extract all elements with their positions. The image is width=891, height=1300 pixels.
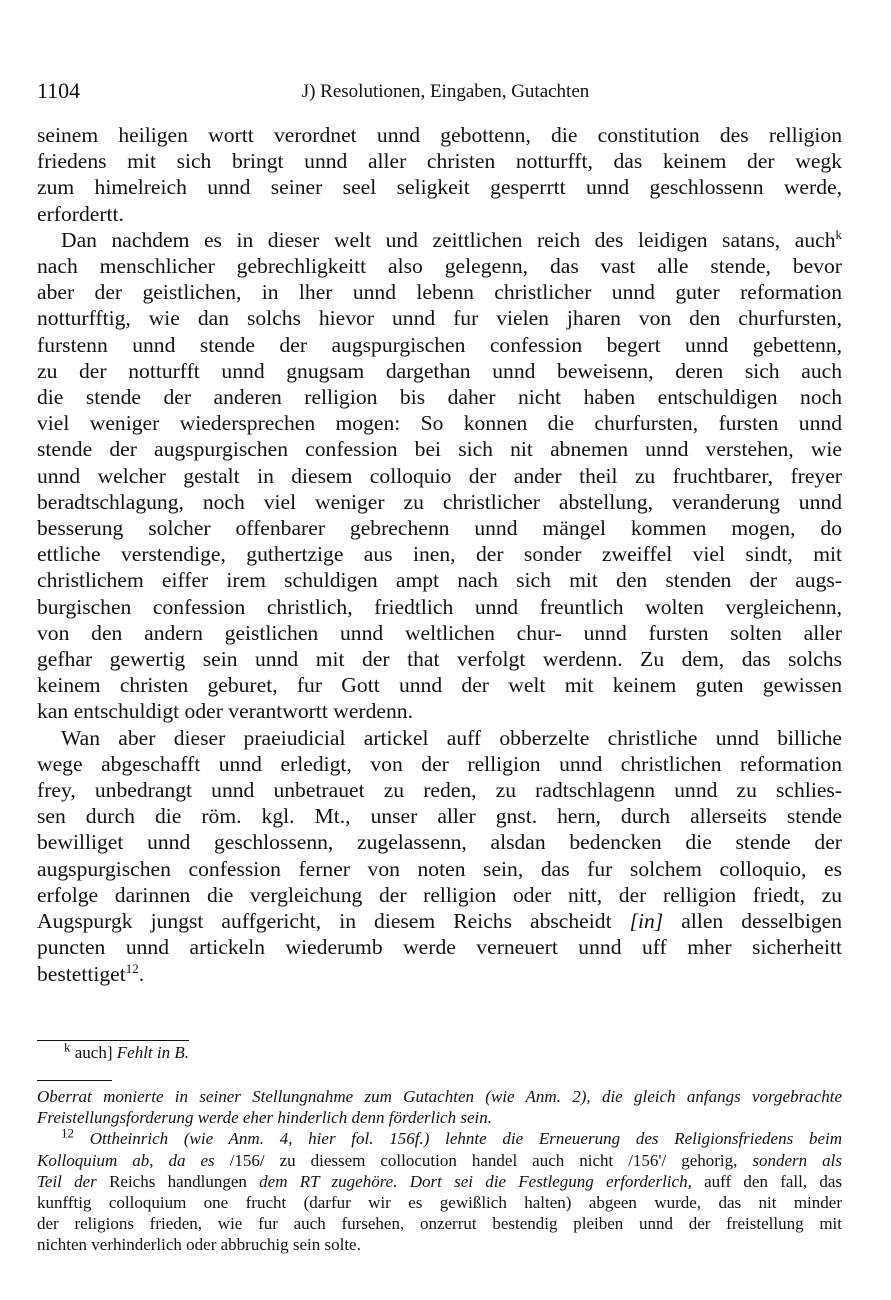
text-segment: augspurgischen confession ferner von noten sein, das fur solchem colloquio, es: [37, 856, 842, 881]
text-segment: zu der notturfft unnd gnugsam dargethan unnd beweisenn, deren sich auch: [37, 358, 842, 383]
text-segment: nichten verhinderlich oder abbruchig sein solte.: [37, 1235, 361, 1255]
text-segment: die stende der anderen relligion bis daher nicht haben entschuldigen noch: [37, 385, 842, 410]
text-line: [37, 305, 842, 331]
text-segment: dem RT zugehöre. Dort sei die Festlegung erforderlich,: [259, 1171, 692, 1191]
text-line: [37, 646, 842, 672]
text-line: [37, 961, 842, 987]
apparatus-note: [64, 1039, 189, 1063]
text-segment: seinem heiligen wortt verordnet unnd gebottenn, die constitution des relligion: [37, 123, 842, 147]
text-segment: frey, unbedrangt unnd unbetrauet zu reden, zu radtschlagenn unnd zu schlies-: [37, 778, 842, 803]
text-segment: Oberrat monierte in seiner Stellungnahme zum Gutachten (wie Anm. 2), die gleich anfangs vorgebrachte: [37, 1087, 842, 1106]
text-line: [37, 515, 842, 541]
text-line: [37, 829, 842, 855]
footnote-marker: k: [835, 226, 842, 242]
text-line: [37, 751, 842, 777]
text-line: [37, 567, 842, 593]
text-segment: sondern als: [752, 1150, 842, 1170]
text-line: [37, 672, 842, 698]
text-line: [37, 253, 842, 279]
text-segment: unnd welcher gestalt in diesem colloquio der ander theil zu fruchtbarer, freyer: [37, 463, 842, 488]
text-segment: allen desselbigen: [663, 909, 842, 934]
footnote-marker: 12: [125, 960, 139, 976]
text-line: [37, 201, 842, 227]
text-segment: kunfftig colloquium one frucht (darfur wir es gewißlich halten) abgeen wurde, das nit minder: [37, 1193, 842, 1213]
text-segment: [in]: [629, 909, 664, 934]
footnote-line: [37, 1125, 842, 1149]
footnote-line: [37, 1086, 842, 1107]
text-line: [37, 174, 842, 200]
apparatus-marker: k: [64, 1039, 71, 1055]
text-segment: Teil der: [37, 1171, 97, 1191]
text-line: [37, 882, 842, 908]
footnote-line: [37, 1171, 842, 1192]
text-segment: .: [138, 961, 145, 986]
text-segment: christlichem eiffer irem schuldigen ampt nach sich mit den stenden der augs-: [37, 568, 842, 593]
text-line: [37, 934, 842, 960]
text-segment: bestettiget: [37, 961, 126, 986]
apparatus-text: Fehlt in B.: [112, 1043, 189, 1062]
text-segment: viel weniger wiedersprechen mogen: So konnen die churfursten, fursten unnd: [37, 411, 842, 436]
text-segment: beradtschlagung, noch viel weniger zu christlicher abstellung, veranderung unnd: [37, 489, 842, 514]
text-segment: ettliche verstendige, guthertzige aus inen, der sonder zweiffel viel sindt, mit: [37, 542, 842, 567]
text-segment: erfordertt.: [37, 201, 124, 226]
text-line: [37, 148, 842, 174]
text-line: [37, 436, 842, 462]
footnote-line: [37, 1192, 842, 1213]
footnote-marker: 12: [61, 1125, 74, 1141]
text-line: [37, 358, 842, 384]
text-line: [37, 463, 842, 489]
text-segment: kan entschuldigt oder verantwortt werdenn.: [37, 699, 413, 724]
text-line: [37, 410, 842, 436]
text-line: [37, 279, 842, 305]
text-segment: burgischen confession christlich, friedtlich unnd freuntlich wolten vergleichenn,: [37, 594, 842, 619]
text-segment: besserung solcher offenbarer gebrechenn unnd mängel kommen mogen, do: [37, 516, 842, 541]
text-segment: Freistellungsforderung werde eher hinderlich denn förderlich sein.: [37, 1108, 492, 1128]
footnote-line: [37, 1213, 842, 1234]
text-segment: aber der geistlichen, in lher unnd lebenn christlicher unnd guter reformation: [37, 280, 842, 305]
text-segment: Reichs handlungen: [96, 1171, 260, 1191]
text-segment: furstenn unnd stende der augspurgischen confession begert unnd gebettenn,: [37, 332, 842, 357]
page-number: 1104: [37, 78, 81, 103]
text-line: [37, 698, 842, 724]
footnote-rule: [37, 1080, 112, 1081]
text-segment: wege abgeschafft unnd erledigt, von der relligion unnd christlichen reformation: [37, 751, 842, 776]
text-line: [37, 803, 842, 829]
text-segment: Wan aber dieser praeiudicial artickel auff obberzelte christliche unnd billiche: [61, 725, 842, 750]
text-segment: von den andern geistlichen unnd weltlichen chur- unnd fursten solten aller: [37, 620, 842, 645]
text-segment: Augspurgk jungst auffgericht, in diesem Reichs abscheidt: [37, 909, 630, 934]
text-segment: zum himelreich unnd seiner seel seligkeit gesperrtt unnd geschlossenn werde,: [37, 175, 842, 200]
text-segment: bewilliget unnd geschlossenn, zugelassenn, alsdan bedencken die stende der: [37, 830, 842, 855]
text-line: [37, 856, 842, 882]
text-line: [37, 332, 842, 358]
text-segment: gefhar gewertig sein unnd mit der that verfolgt werdenn. Zu dem, das solchs: [37, 647, 842, 672]
text-line: [37, 122, 842, 148]
text-segment: Ottheinrich (wie Anm. 4, hier fol. 156f.) lehnte die Erneuerung des Religionsfriedens beim: [74, 1129, 842, 1149]
text-segment: keinem christen geburet, fur Gott unnd der welt mit keinem guten gewissen: [37, 673, 842, 698]
text-line: [37, 777, 842, 803]
apparatus-lemma: auch]: [74, 1043, 113, 1062]
text-line: [37, 908, 842, 934]
text-segment: auff den fall, das: [691, 1171, 843, 1191]
main-text: [37, 122, 842, 987]
footnote-line: [37, 1107, 842, 1128]
footnote-line: [37, 1234, 842, 1255]
text-segment: /156/ zu diessem collocution handel auch nicht /156'/ gehorig,: [214, 1150, 753, 1170]
apparatus-rule: [37, 1040, 189, 1041]
text-segment: erfolge darinnen die vergleichung der relligion oder nitt, der relligion friedt, zu: [37, 882, 842, 907]
text-segment: puncten unnd artickeln wiederumb werde verneuert unnd uff mher sicherheitt: [37, 935, 842, 960]
text-segment: notturfftig, wie dan solchs hievor unnd fur vielen jharen von den churfursten,: [37, 306, 842, 331]
text-line: [37, 489, 842, 515]
running-title: J) Resolutionen, Eingaben, Gutachten: [301, 81, 590, 102]
text-line: [37, 384, 842, 410]
text-segment: Dan nachdem es in dieser welt und zeittlichen reich des leidigen satans, auch: [61, 227, 836, 252]
text-line: [37, 620, 842, 646]
text-line: [37, 594, 842, 620]
text-line: [37, 725, 842, 751]
text-segment: stende der augspurgischen confession bei sich nit abnemen unnd verstehen, wie: [37, 437, 842, 462]
text-segment: friedens mit sich bringt unnd aller christen notturfft, das keinem der wegk: [37, 149, 842, 174]
text-line: [37, 227, 842, 253]
footnotes: [37, 1086, 842, 1256]
text-segment: sen durch die röm. kgl. Mt., unser aller gnst. hern, durch allerseits stende: [37, 804, 842, 829]
text-segment: Kolloquium ab, da es: [37, 1150, 215, 1170]
text-segment: der religions frieden, wie fur auch fursehen, onzerrut bestendig pleiben unnd der freistellung mit: [37, 1214, 842, 1234]
text-segment: nach menschlicher gebrechligkeitt also gelegenn, das vast alle stende, bevor: [37, 254, 842, 279]
footnote-line: [37, 1150, 842, 1171]
text-line: [37, 541, 842, 567]
